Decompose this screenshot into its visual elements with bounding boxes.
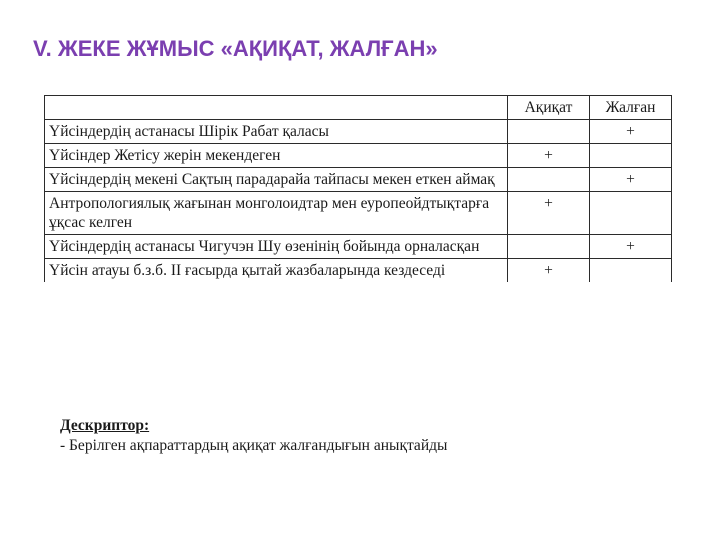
false-mark-cell: + (590, 168, 672, 192)
true-mark-cell: + (508, 144, 590, 168)
false-mark-cell: + (590, 120, 672, 144)
false-mark-cell: + (590, 235, 672, 259)
table-row (45, 259, 672, 283)
table-row (45, 144, 672, 168)
true-mark-cell: + (508, 259, 590, 283)
table-row (45, 120, 672, 144)
header-false: Жалған (590, 96, 672, 120)
statement-cell: Үйсіндердің мекені Сақтың парадарайа тайпасы мекен еткен аймақ (45, 168, 508, 192)
statement-cell: Үйсіндер Жетісу жерін мекендеген (45, 144, 508, 168)
table-row (45, 168, 672, 192)
table-header-row (45, 96, 672, 120)
true-mark-cell (508, 168, 590, 192)
true-mark-cell (508, 120, 590, 144)
statement-cell: Үйсіндердің астанасы Шірік Рабат қаласы (45, 120, 508, 144)
statement-cell: Үйсіндердің астанасы Чигучэн Шу өзенінің бойында орналасқан (45, 235, 508, 259)
statement-cell: Үйсін атауы б.з.б. ІІ ғасырда қытай жазбаларында кездеседі (45, 259, 508, 283)
statement-cell: Антропологиялық жағынан монголоидтар мен еуропеойдтықтарға ұқсас келген (45, 192, 508, 235)
false-mark-cell (590, 192, 672, 235)
descriptor-block (60, 416, 447, 456)
false-mark-cell (590, 259, 672, 283)
true-mark-cell (508, 235, 590, 259)
header-true: Ақиқат (508, 96, 590, 120)
header-statement (45, 96, 508, 120)
true-false-table (44, 95, 672, 282)
table-row (45, 192, 672, 235)
true-mark-cell: + (508, 192, 590, 235)
descriptor-text: - Берілген ақпараттардың ақиқат жалғандығын анықтайды (60, 437, 448, 454)
false-mark-cell (590, 144, 672, 168)
page-title: V. ЖЕКЕ ЖҰМЫС «АҚИҚАТ, ЖАЛҒАН» (33, 36, 438, 61)
descriptor-title: Дескриптор: (60, 417, 150, 434)
table-row (45, 235, 672, 259)
